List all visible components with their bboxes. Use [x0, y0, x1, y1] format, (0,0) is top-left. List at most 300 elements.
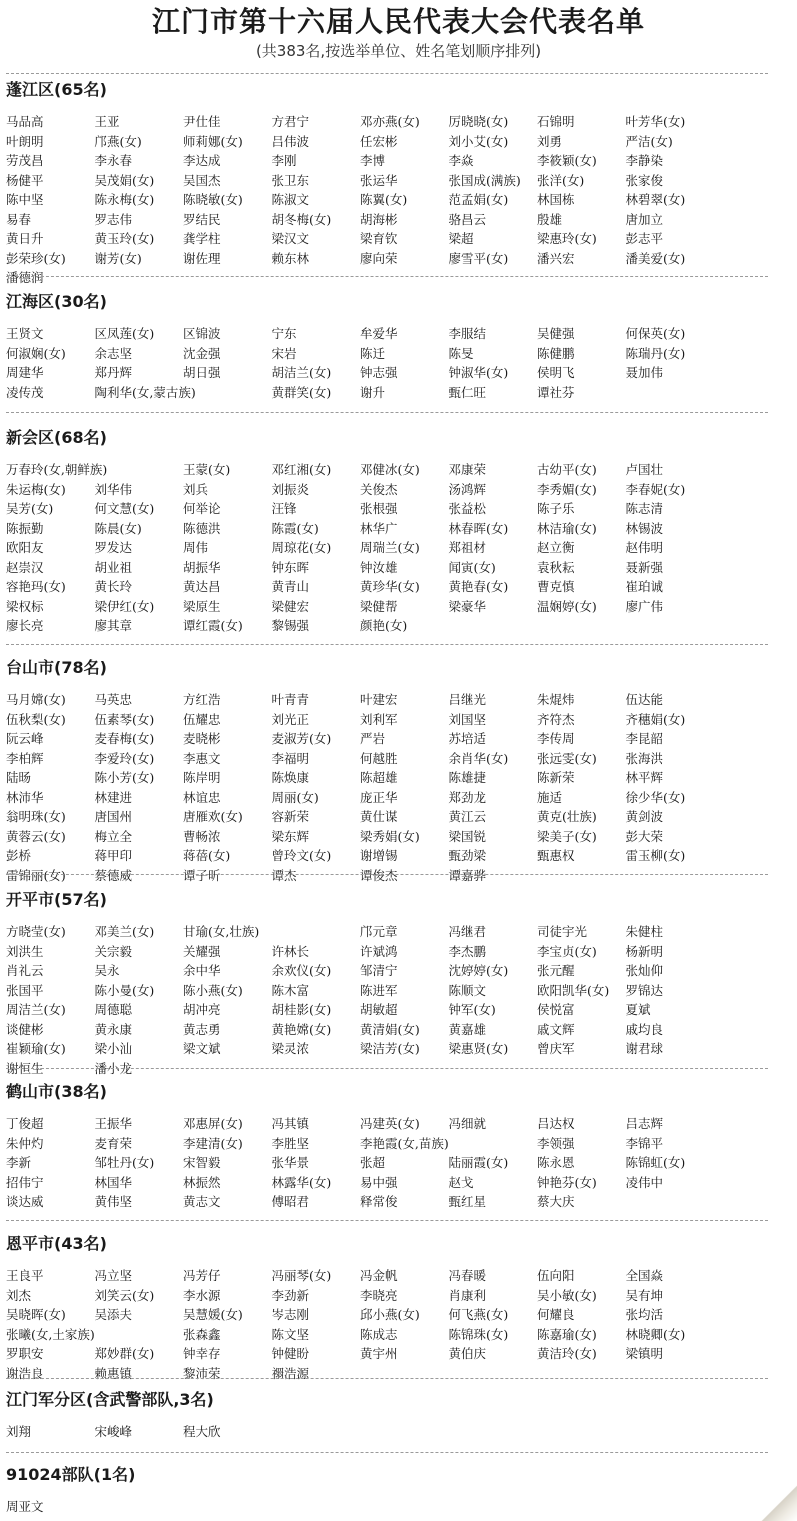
page-title: 江门市第十六届人民代表大会代表名单 [151, 5, 645, 38]
representative-name: 侯明飞 [537, 365, 575, 380]
representative-name: 陈旻 [448, 345, 474, 361]
representative-name: 罗发达 [94, 540, 133, 555]
divider [6, 644, 768, 645]
representative-name: 梅立全 [94, 828, 133, 844]
representative-name: 陈超雄 [360, 770, 398, 785]
representative-name: 侯悦富 [537, 1002, 575, 1017]
representative-name: 温娴婷(女) [537, 598, 597, 614]
representative-name: 沈婷婷(女) [448, 963, 509, 978]
section-title: 鹤山市(38名) [6, 1082, 107, 1101]
representative-name: 曹畅浓 [183, 828, 221, 844]
name-list [6, 922, 793, 1078]
representative-name: 陈德洪 [183, 520, 221, 536]
representative-name: 张根强 [360, 501, 398, 516]
representative-name: 周琼花(女) [271, 540, 332, 555]
representative-name: 周德聪 [94, 1002, 133, 1017]
representative-name: 廖向荣 [360, 250, 398, 266]
representative-name: 彭大荣 [625, 828, 664, 844]
representative-name: 梁育钦 [360, 231, 398, 246]
representative-name: 胡冲亮 [183, 1002, 221, 1017]
representative-name: 陆丽霞(女) [448, 1155, 509, 1170]
representative-name: 廖长亮 [6, 618, 44, 633]
representative-name: 吴永 [94, 963, 120, 978]
representative-name: 麦育荣 [94, 1135, 133, 1151]
representative-name: 吕伟波 [271, 133, 310, 149]
representative-name: 陈晨(女) [94, 520, 142, 536]
representative-name: 胡桂影(女) [271, 1002, 332, 1017]
divider [6, 1452, 768, 1453]
representative-name: 罗结民 [183, 211, 221, 227]
representative-name: 刘国坚 [448, 711, 487, 727]
representative-name: 伍向阳 [537, 1268, 575, 1283]
representative-name: 蒋甲印 [94, 848, 133, 863]
representative-name: 郑祖材 [448, 540, 487, 555]
representative-name: 李春妮(女) [625, 481, 686, 497]
representative-name: 林洁瑜(女) [537, 520, 597, 536]
representative-name: 肖礼云 [6, 963, 44, 978]
page-curl-decoration [761, 1485, 797, 1521]
representative-name: 欧阳凯华(女) [537, 982, 610, 998]
representative-name: 朱焜炜 [537, 692, 575, 707]
representative-name: 陈文坚 [271, 1326, 310, 1342]
representative-name: 胡振华 [183, 559, 221, 575]
representative-name: 殷雄 [537, 211, 563, 227]
representative-name: 黄玉玲(女) [94, 231, 155, 246]
representative-name: 谭红霞(女) [183, 618, 243, 633]
representative-name: 李筱颖(女) [537, 153, 597, 168]
representative-name: 陈雄捷 [448, 770, 487, 785]
representative-name: 陈中坚 [6, 192, 44, 207]
representative-name: 邓康荣 [448, 462, 487, 477]
representative-name: 陈木富 [271, 982, 310, 998]
representative-name: 齐穗娟(女) [625, 711, 686, 727]
representative-name: 罗志伟 [94, 211, 133, 227]
representative-name: 罗锦达 [625, 982, 664, 998]
section-title: 91024部队(1名) [6, 1465, 136, 1484]
representative-name: 陈焕康 [271, 770, 310, 785]
representative-name: 彭桥 [6, 848, 32, 863]
representative-name: 伍秋梨(女) [6, 711, 66, 727]
representative-name: 冯金帆 [360, 1268, 398, 1283]
representative-name: 陈锦珠(女) [448, 1326, 509, 1342]
representative-name: 聂新强 [625, 559, 664, 575]
section-title: 新会区(68名) [6, 428, 107, 447]
representative-name: 关宗毅 [94, 943, 133, 959]
representative-name: 蔡大庆 [537, 1194, 575, 1209]
representative-name: 马品高 [6, 114, 44, 129]
representative-name: 容艳玛(女) [6, 579, 66, 594]
representative-name: 梁超 [448, 231, 474, 246]
representative-name: 宋智毅 [183, 1155, 221, 1170]
representative-name: 袁秋耘 [537, 559, 575, 575]
representative-name: 何保英(女) [625, 326, 686, 341]
name-list [6, 460, 793, 636]
representative-name: 梁惠贤(女) [448, 1041, 509, 1056]
representative-name: 陈健鹏 [537, 345, 575, 361]
representative-name: 谢君球 [625, 1041, 664, 1056]
representative-name: 陈进军 [360, 982, 398, 998]
representative-name: 吴晓晖(女) [6, 1307, 66, 1322]
representative-name: 谢恒生 [6, 1060, 44, 1076]
representative-name: 曾玲文(女) [271, 848, 332, 863]
representative-name: 吕继光 [448, 692, 487, 707]
divider [6, 1220, 768, 1221]
representative-name: 梁健宏 [271, 598, 310, 614]
representative-name: 方晓莹(女) [6, 924, 66, 939]
representative-name: 彭荣珍(女) [6, 250, 66, 266]
representative-name: 谈达威 [6, 1194, 44, 1209]
representative-name: 余欢仪(女) [271, 963, 332, 978]
divider [6, 1378, 768, 1379]
name-list [6, 1422, 793, 1442]
representative-name: 潘美爱(女) [625, 250, 686, 266]
representative-name: 叶建宏 [360, 692, 398, 707]
representative-name: 刘利军 [360, 711, 398, 727]
representative-name: 黄克(壮族) [537, 809, 597, 824]
representative-name: 何淑娴(女) [6, 345, 66, 361]
representative-name: 吴健强 [537, 326, 575, 341]
representative-name: 黄志勇 [183, 1021, 221, 1037]
representative-name: 李博 [360, 153, 386, 168]
representative-name: 龚学柱 [183, 231, 221, 246]
representative-name: 胡日强 [183, 365, 221, 380]
representative-name: 钟健盼 [271, 1346, 310, 1361]
representative-name: 范孟娟(女) [448, 192, 509, 207]
representative-name: 李晓亮 [360, 1287, 398, 1303]
representative-name: 王贤文 [6, 326, 44, 341]
representative-name: 余中华 [183, 963, 221, 978]
representative-name: 陶利华(女,蒙古族) [94, 384, 196, 400]
representative-name: 黄伟坚 [94, 1194, 133, 1209]
representative-name: 邓健冰(女) [360, 462, 420, 477]
representative-name: 陈嘉瑜(女) [537, 1326, 597, 1342]
representative-name: 严洁(女) [625, 133, 673, 149]
divider [6, 73, 768, 74]
representative-name: 刘翔 [6, 1424, 32, 1439]
representative-name: 梁原生 [183, 598, 221, 614]
representative-name: 刘光正 [271, 711, 310, 727]
representative-name: 廖广伟 [625, 598, 664, 614]
representative-name: 李秀媚(女) [537, 481, 597, 497]
representative-name: 谭社芬 [537, 384, 575, 400]
representative-name: 李领强 [537, 1135, 575, 1151]
representative-name: 刘振炎 [271, 481, 310, 497]
representative-name: 陈振勤 [6, 520, 44, 536]
representative-name: 全国焱 [625, 1268, 664, 1283]
representative-name: 黄珍华(女) [360, 579, 420, 594]
representative-name: 黎锡强 [271, 618, 310, 633]
representative-name: 陈霞(女) [271, 520, 319, 536]
representative-name: 何文慧(女) [94, 501, 155, 516]
representative-name: 邓红湘(女) [271, 462, 332, 477]
representative-name: 赵立衡 [537, 540, 575, 555]
representative-name: 黎沛荣 [183, 1365, 221, 1381]
representative-name: 谈健彬 [6, 1021, 44, 1037]
representative-name: 李刚 [271, 153, 297, 168]
representative-name: 唐国州 [94, 809, 133, 824]
representative-name: 吴添夫 [94, 1307, 133, 1322]
representative-name: 汪锋 [271, 501, 297, 516]
representative-name: 冯细就 [448, 1116, 487, 1131]
representative-name: 容新荣 [271, 809, 310, 824]
representative-name: 陈永恩 [537, 1155, 575, 1170]
representative-name: 凌伟中 [625, 1174, 664, 1190]
representative-name: 周建华 [6, 365, 44, 380]
representative-name: 崔颖瑜(女) [6, 1041, 66, 1056]
representative-name: 罗职安 [6, 1346, 44, 1361]
representative-name: 吴小敏(女) [537, 1287, 597, 1303]
representative-name: 林春晖(女) [448, 520, 509, 536]
representative-name: 宁东 [271, 326, 297, 341]
name-list [6, 1114, 793, 1212]
representative-name: 劳茂昌 [6, 153, 44, 168]
representative-name: 胡冬梅(女) [271, 211, 332, 227]
representative-name: 梁秀娟(女) [360, 828, 420, 844]
representative-name: 郑劲龙 [448, 789, 487, 805]
representative-name: 黄江云 [448, 809, 487, 824]
representative-name: 伍耀忠 [183, 711, 221, 727]
representative-name: 甄劲梁 [448, 848, 487, 863]
representative-name: 陈小曼(女) [94, 982, 155, 998]
representative-name: 麦春梅(女) [94, 731, 155, 746]
representative-name: 区锦波 [183, 326, 221, 341]
representative-name: 严岩 [360, 731, 386, 746]
representative-name: 黄日升 [6, 231, 44, 246]
representative-name: 庞正华 [360, 789, 398, 805]
representative-name: 何举论 [183, 501, 221, 516]
representative-name: 冯芳仔 [183, 1268, 221, 1283]
representative-name: 胡洁兰(女) [271, 365, 332, 380]
representative-name: 齐符杰 [537, 711, 575, 727]
representative-name: 潘德润 [6, 270, 44, 285]
section-title: 开平市(57名) [6, 890, 107, 909]
representative-name: 赖惠镇 [94, 1365, 133, 1381]
representative-name: 陈迁 [360, 345, 386, 361]
representative-name: 颜艳(女) [360, 618, 408, 633]
representative-name: 关耀强 [183, 943, 221, 959]
representative-name: 张国成(满族) [448, 172, 521, 188]
representative-name: 李宝贞(女) [537, 943, 597, 959]
representative-name: 李服结 [448, 326, 487, 341]
representative-name: 凌传茂 [6, 384, 44, 400]
name-list [6, 324, 793, 402]
representative-name: 徐少华(女) [625, 789, 686, 805]
representative-name: 岑志刚 [271, 1307, 310, 1322]
representative-name: 蒋蓓(女) [183, 848, 231, 863]
representative-name: 何越胜 [360, 750, 398, 766]
representative-name: 郑妙群(女) [94, 1346, 155, 1361]
representative-name: 李新 [6, 1155, 32, 1170]
representative-name: 雷玉柳(女) [625, 848, 686, 863]
section-title: 恩平市(43名) [6, 1234, 107, 1253]
representative-name: 张远雯(女) [537, 750, 597, 766]
representative-name: 陈顺文 [448, 982, 487, 998]
representative-name: 周伟 [183, 540, 209, 555]
representative-name: 欧阳友 [6, 540, 44, 555]
representative-name: 李永春 [94, 153, 133, 168]
representative-name: 陈晓敏(女) [183, 192, 243, 207]
representative-name: 梁健帮 [360, 598, 398, 614]
representative-name: 师莉娜(女) [183, 133, 243, 149]
representative-name: 梁惠玲(女) [537, 231, 597, 246]
representative-name: 梁伊红(女) [94, 598, 155, 614]
representative-name: 张华景 [271, 1155, 310, 1170]
representative-name: 梁美子(女) [537, 828, 597, 844]
name-list [6, 1266, 793, 1383]
representative-name: 陈志清 [625, 501, 664, 516]
representative-name: 李建清(女) [183, 1135, 243, 1151]
representative-name: 施适 [537, 789, 563, 805]
representative-name: 吕达权 [537, 1116, 575, 1131]
representative-name: 何耀良 [537, 1307, 575, 1322]
representative-name: 黄蓉云(女) [6, 828, 66, 844]
representative-name: 马月嫦(女) [6, 692, 66, 707]
representative-name: 钟淑华(女) [448, 365, 509, 380]
representative-name: 谭杰 [271, 867, 297, 883]
representative-name: 陈翼(女) [360, 192, 408, 207]
representative-name: 聂加伟 [625, 365, 664, 380]
representative-name: 吴国杰 [183, 172, 221, 188]
representative-name: 闻寅(女) [448, 559, 496, 575]
representative-name: 冯建英(女) [360, 1116, 420, 1131]
representative-name: 黄嘉雄 [448, 1021, 487, 1037]
representative-name: 张曦(女,土家族) [6, 1326, 95, 1342]
representative-name: 林国华 [94, 1174, 133, 1190]
representative-name: 陆旸 [6, 770, 32, 785]
representative-name: 招伟宁 [6, 1174, 44, 1190]
divider [6, 412, 768, 413]
representative-name: 吴慧媛(女) [183, 1307, 243, 1322]
representative-name: 潘兴宏 [537, 250, 575, 266]
representative-name: 梁东辉 [271, 828, 310, 844]
representative-name: 李传周 [537, 731, 575, 746]
representative-name: 朱运梅(女) [6, 481, 66, 497]
representative-name: 曾庆军 [537, 1041, 575, 1056]
representative-name: 林沛华 [6, 789, 44, 805]
representative-name: 赖东林 [271, 250, 310, 266]
representative-name: 刘勇 [537, 133, 563, 149]
page-subtitle: (共383名,按选举单位、姓名笔划顺序排列) [255, 42, 542, 60]
representative-name: 宋峻峰 [94, 1424, 133, 1439]
representative-name: 黄艳春(女) [448, 579, 509, 594]
representative-name: 吴茂娟(女) [94, 172, 155, 188]
representative-name: 李福明 [271, 750, 310, 766]
representative-name: 周亚文 [6, 1499, 44, 1514]
representative-name: 林晓卿(女) [625, 1326, 686, 1342]
representative-name: 李昆韶 [625, 731, 664, 746]
representative-name: 杨健平 [6, 172, 44, 188]
representative-name: 赵伟明 [625, 540, 664, 555]
representative-name: 伍达能 [625, 692, 664, 707]
representative-name: 张运华 [360, 172, 398, 188]
representative-name: 陈淑文 [271, 192, 310, 207]
representative-name: 叶青青 [271, 692, 310, 707]
representative-name: 翁明珠(女) [6, 809, 66, 824]
representative-name: 易春 [6, 211, 32, 227]
representative-name: 冯春暖 [448, 1268, 487, 1283]
representative-name: 石锦明 [537, 114, 575, 129]
representative-name: 钟汝雄 [360, 559, 398, 575]
name-list [6, 690, 793, 885]
representative-name: 钟幸存 [183, 1346, 221, 1361]
representative-name: 梁文斌 [183, 1041, 221, 1056]
representative-name: 周丽(女) [271, 789, 319, 805]
representative-name: 冯立坚 [94, 1268, 133, 1283]
representative-name: 林建进 [94, 789, 133, 805]
representative-name: 陈新荣 [537, 770, 575, 785]
representative-name: 邓亦燕(女) [360, 114, 420, 129]
representative-name: 李焱 [448, 153, 474, 168]
representative-name: 黄伯庆 [448, 1346, 487, 1361]
representative-name: 余志坚 [94, 345, 133, 361]
representative-name: 黄仕谋 [360, 809, 398, 824]
representative-name: 许斌鸿 [360, 943, 398, 959]
representative-name: 邱小燕(女) [360, 1307, 420, 1322]
representative-name: 厉晓晓(女) [448, 114, 509, 129]
representative-name: 程大欣 [183, 1424, 221, 1439]
representative-name: 李水源 [183, 1287, 221, 1303]
representative-name: 钟军(女) [448, 1002, 496, 1017]
representative-name: 黄群笑(女) [271, 384, 332, 400]
representative-name: 黄长玲 [94, 579, 133, 594]
representative-name: 谢增锡 [360, 848, 398, 863]
representative-name: 潘小龙 [94, 1060, 133, 1076]
representative-name: 谭俊杰 [360, 867, 398, 883]
representative-name: 钟艳芬(女) [537, 1174, 597, 1190]
representative-name: 李达成 [183, 153, 221, 168]
representative-name: 谭嘉骅 [448, 867, 487, 883]
representative-name: 汤鸿辉 [448, 481, 487, 497]
representative-name: 方红浩 [183, 692, 221, 707]
representative-name: 卢国壮 [625, 462, 664, 477]
representative-name: 冯继君 [448, 924, 487, 939]
representative-name: 林谊忠 [183, 789, 221, 805]
representative-name: 陈成志 [360, 1326, 398, 1342]
representative-name: 郑丹辉 [94, 365, 133, 380]
representative-name: 马英忠 [94, 692, 133, 707]
representative-name: 王亚 [94, 114, 120, 129]
representative-name: 黄永康 [94, 1021, 133, 1037]
representative-name: 陈瑞丹(女) [625, 345, 686, 361]
representative-name: 王良平 [6, 1268, 44, 1283]
representative-name: 张灿仰 [625, 963, 664, 978]
representative-name: 任宏彬 [360, 133, 398, 149]
representative-name: 赵戈 [448, 1174, 474, 1190]
representative-name: 陈永梅(女) [94, 192, 155, 207]
representative-name: 黄青山 [271, 579, 310, 594]
representative-name: 张国平 [6, 982, 44, 998]
representative-name: 李锦平 [625, 1135, 664, 1151]
representative-name: 林国栋 [537, 192, 575, 207]
representative-name: 尹仕佳 [183, 114, 221, 129]
divider [6, 276, 768, 277]
representative-name: 黄艳嫦(女) [271, 1021, 332, 1037]
representative-name: 朱仲灼 [6, 1135, 44, 1151]
representative-name: 刘兵 [183, 481, 209, 497]
representative-name: 黄洁玲(女) [537, 1346, 597, 1361]
representative-name: 张卫东 [271, 172, 310, 188]
representative-name: 林华广 [360, 520, 398, 536]
representative-name: 谢浩良 [6, 1365, 44, 1381]
representative-name: 杨新明 [625, 943, 664, 959]
representative-name: 宋岩 [271, 345, 297, 361]
representative-name: 肖康利 [448, 1287, 487, 1303]
representative-name: 李惠文 [183, 750, 221, 766]
representative-name: 林碧翠(女) [625, 192, 686, 207]
representative-name: 周瑞兰(女) [360, 540, 420, 555]
representative-name: 古幼平(女) [537, 462, 597, 477]
representative-name: 谢升 [360, 384, 386, 400]
